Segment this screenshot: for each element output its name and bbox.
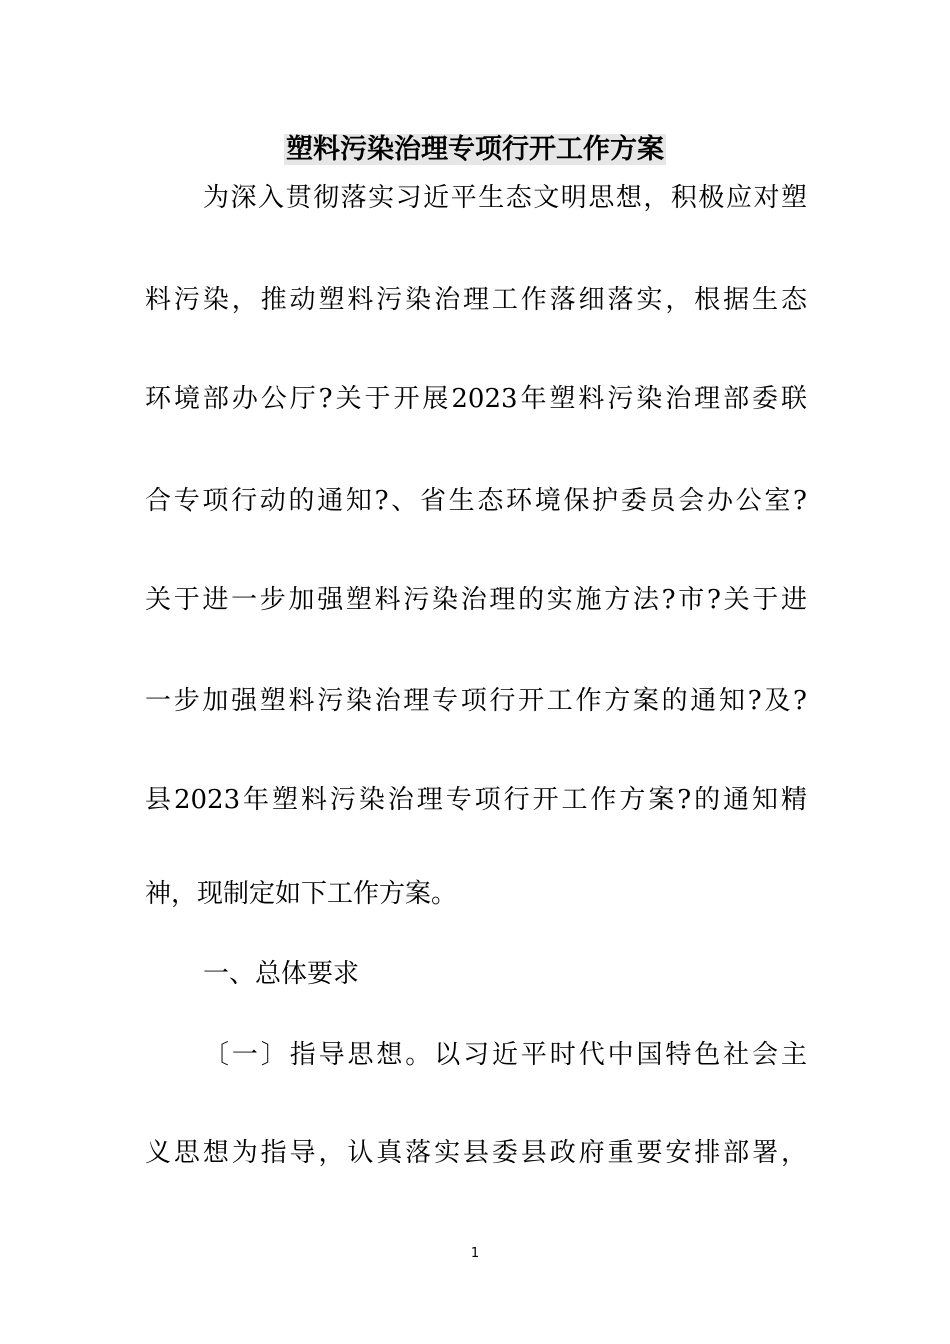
paragraph-line: 环境部办公厅?关于开展2023年塑料污染治理部委联	[145, 384, 807, 414]
document-body	[145, 0, 807, 1344]
paragraph-line: 县2023年塑料污染治理专项行开工作方案?的通知精	[145, 785, 807, 815]
paragraph-line: 料污染，推动塑料污染治理工作落细落实，根据生态	[145, 285, 807, 315]
paragraph-line: 义思想为指导，认真落实县委县政府重要安排部署，	[145, 1138, 807, 1168]
section-heading: 一、总体要求	[203, 959, 360, 989]
paragraph-line: 为深入贯彻落实习近平生态文明思想，积极应对塑	[203, 183, 807, 213]
document-title-text: 塑料污染治理专项行开工作方案	[286, 134, 664, 165]
paragraph-line: 一步加强塑料污染治理专项行开工作方案的通知?及?	[145, 686, 807, 716]
paragraph-line: 合专项行动的通知?、省生态环境保护委员会办公室?	[145, 486, 807, 516]
page-number: 1	[470, 1246, 480, 1261]
paragraph-line: 关于进一步加强塑料污染治理的实施方法?市?关于进	[145, 585, 807, 615]
paragraph-line: 〔一〕指导思想。以习近平时代中国特色社会主	[203, 1040, 807, 1070]
paragraph-line: 神，现制定如下工作方案。	[145, 879, 458, 909]
